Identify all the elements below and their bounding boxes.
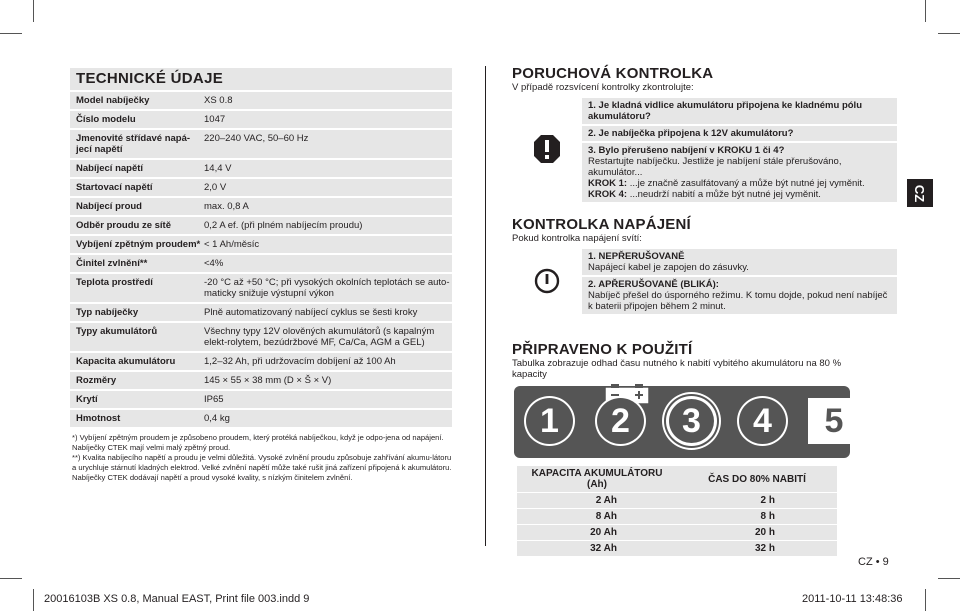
spec-value: XS 0.8 [204, 95, 233, 106]
fault-block [512, 96, 897, 202]
power-item-1-text: Napájecí kabel je zapojen do zásuvky. [588, 262, 749, 273]
spec-label: Typy akumulátorů [76, 326, 158, 337]
footnotes [70, 433, 452, 483]
spec-label: Odběr proudu ze sítě [76, 220, 172, 231]
spec-row [70, 196, 452, 215]
spec-label: Nabíjecí napětí [76, 163, 144, 174]
table-cell: 32 Ah [517, 541, 677, 557]
crop-mark [938, 33, 960, 34]
spec-row [70, 302, 452, 321]
power-icon [534, 268, 560, 294]
spec-value: 0,4 kg [204, 413, 230, 424]
fault-title: PORUCHOVÁ KONTROLKA [512, 65, 714, 82]
crop-mark [0, 33, 22, 34]
spec-value: 1047 [204, 114, 226, 125]
technical-title: TECHNICKÉ ÚDAJE [70, 68, 452, 90]
power-item-2-text: Nabíječ přešel do úsporného režimu. K tomu dojde, pokud není nabíječ k baterii připojen během 2 minut. [588, 290, 888, 312]
step-1-led: 1 [524, 396, 575, 446]
footnote-1: *) Vybíjení zpětným proudem je způsobeno proudem, který protéká nabíječkou, když je odpo-jena od napájení. Nabíječky CTEK mají velmi malý zpětný proud. [72, 433, 444, 452]
fault-step-1 [588, 178, 891, 189]
print-footer-left: 20016103B XS 0.8, Manual EAST, Print file 003.indd 9 [44, 593, 310, 605]
spec-label: Startovací napětí [76, 182, 153, 193]
spec-row [70, 234, 452, 253]
step-1-label: KROK 1: [588, 178, 628, 189]
spec-label: Činitel zvlnění** [76, 258, 148, 269]
spec-label: Typ nabíječky [76, 307, 139, 318]
table-cell: 20 h [677, 525, 837, 541]
spec-row [70, 321, 452, 351]
warning-icon [533, 134, 561, 164]
right-column [512, 65, 897, 556]
fault-item-3-text: Restartujte nabíječku. Jestliže je nabíjení stále přerušováno, akumulátor... [588, 156, 842, 178]
power-item-2-title: 2. APŘERUŠOVANĚ (BLIKÁ): [588, 279, 719, 290]
spec-value: 1,2–32 Ah, při udržovacím dobíjení až 100 Ah [204, 356, 396, 367]
spec-label: Rozměry [76, 375, 117, 386]
spec-value: 145 × 55 × 38 mm (D × Š × V) [204, 375, 332, 386]
spec-value: 220–240 VAC, 50–60 Hz [204, 133, 309, 144]
language-tab [907, 179, 933, 207]
spec-value: Plně automatizovaný nabíjecí cyklus se šesti kroky [204, 307, 418, 318]
crop-mark [33, 0, 34, 22]
spec-value: Všechny typy 12V olověných akumulátorů (s kapalným elekt-rolytem, bezúdržbové MF, Ca/Ca, AGM a GEL) [204, 326, 435, 348]
step-1-text: ...je značně zasulfátovaný a může být nutné jej vyměnit. [627, 178, 865, 189]
spec-row [70, 272, 452, 302]
spec-label: Model nabíječky [76, 95, 150, 106]
spec-label: Kapacita akumulátoru [76, 356, 176, 367]
ready-subtitle: Tabulka zobrazuje odhad času nutného k nabití vybitého akumulátoru na 80 % kapacity [512, 358, 842, 380]
table-row [517, 525, 837, 541]
fault-item-3-title: 3. Bylo přerušeno nabíjení v KROKU 1 či 4? [588, 145, 785, 156]
spec-label: Nabíjecí proud [76, 201, 142, 212]
table-cell: 8 Ah [517, 509, 677, 525]
spec-row [70, 215, 452, 234]
table-cell: 20 Ah [517, 525, 677, 541]
step-row [524, 396, 860, 446]
step-5-led: 5 [808, 398, 860, 444]
step-4-led: 4 [737, 396, 788, 446]
page-number: CZ • 9 [858, 556, 889, 568]
crop-mark [0, 578, 22, 579]
fault-item-3 [582, 141, 897, 202]
spec-value: <4% [204, 258, 224, 269]
table-header-capacity: KAPACITA AKUMULÁTORU (Ah) [517, 466, 677, 493]
power-title: KONTROLKA NAPÁJENÍ [512, 216, 691, 233]
table-row [517, 509, 837, 525]
spec-label: Krytí [76, 394, 98, 405]
crop-mark [925, 589, 926, 611]
spec-value: 2,0 V [204, 182, 227, 193]
table-row [517, 541, 837, 557]
table-cell: 32 h [677, 541, 837, 557]
step-2-led: 2 [595, 396, 646, 446]
fault-item-1: 1. Je kladná vidlice akumulátoru připojena ke kladnému pólu akumulátoru? [582, 96, 897, 124]
spec-label: Číslo modelu [76, 114, 136, 125]
table-cell: 2 h [677, 493, 837, 509]
power-icon-box [512, 247, 582, 314]
spec-value: max. 0,8 A [204, 201, 249, 212]
spec-row [70, 128, 452, 158]
crop-mark [938, 578, 960, 579]
spec-row [70, 158, 452, 177]
spec-row [70, 389, 452, 408]
charge-time-table [517, 466, 837, 556]
spec-label: Hmotnost [76, 413, 121, 424]
print-footer-right: 2011-10-11 13:48:36 [802, 593, 903, 605]
table-cell: 8 h [677, 509, 837, 525]
spec-row [70, 351, 452, 370]
step-4-label: KROK 4: [588, 189, 628, 200]
fault-item-2: 2. Je nabíječka připojena k 12V akumulátoru? [582, 124, 897, 141]
footnote-2: **) Kvalita nabíjecího napětí a proudu je velmi důležitá. Vysoké zvlnění proudu způsobuje zahřívání akumu-látoru a urychluje stárnutí kladných elektrod. Velké zvlnění napětí může také rušit jiná zařízení připojená k akumulátoru. Nabíječky CTEK dodávají napětí a proud vysoké kvality, s nízkým činitelem zvlnění. [72, 453, 452, 482]
spec-value: IP65 [204, 394, 224, 405]
table-cell: 2 Ah [517, 493, 677, 509]
spec-row [70, 253, 452, 272]
technical-specs [70, 68, 452, 483]
spec-value: 14,4 V [204, 163, 232, 174]
spec-value: < 1 Ah/měsíc [204, 239, 260, 250]
table-row [517, 493, 837, 509]
spec-row [70, 177, 452, 196]
column-divider [485, 66, 486, 546]
spec-row [70, 109, 452, 128]
power-item-1-title: 1. NEPŘERUŠOVANĚ [588, 251, 685, 262]
fault-step-4 [588, 189, 891, 200]
spec-label: Jmenovité střídavé napá-jecí napětí [76, 133, 191, 155]
charging-steps-panel [514, 386, 850, 458]
power-item-1 [582, 247, 897, 275]
spec-row [70, 370, 452, 389]
spec-row [70, 408, 452, 427]
table-header-time: ČAS DO 80% NABITÍ [677, 466, 837, 493]
spec-row [70, 90, 452, 109]
power-block [512, 247, 897, 314]
step-3-led: 3 [666, 396, 717, 446]
fault-subtitle: V případě rozsvícení kontrolky zkontrolujte: [512, 82, 694, 93]
spec-label: Vybíjení zpětným proudem* [76, 239, 201, 250]
crop-mark [925, 0, 926, 22]
spec-value: 0,2 A ef. (při plném nabíjecím proudu) [204, 220, 363, 231]
ready-title: PŘIPRAVENO K POUŽITÍ [512, 341, 693, 358]
power-item-2 [582, 275, 897, 314]
spec-value: -20 °C až +50 °C; při vysokých okolních teplotách se auto-maticky snižuje výstupní výkon [204, 277, 450, 299]
spec-table [70, 90, 452, 427]
step-4-text: ...neudrží nabití a může být nutné jej vyměnit. [627, 189, 821, 200]
fault-icon-box [512, 96, 582, 202]
language-tab-label: CZ [912, 184, 928, 202]
spec-label: Teplota prostředí [76, 277, 153, 288]
crop-mark [33, 589, 34, 611]
power-subtitle: Pokud kontrolka napájení svítí: [512, 233, 642, 244]
